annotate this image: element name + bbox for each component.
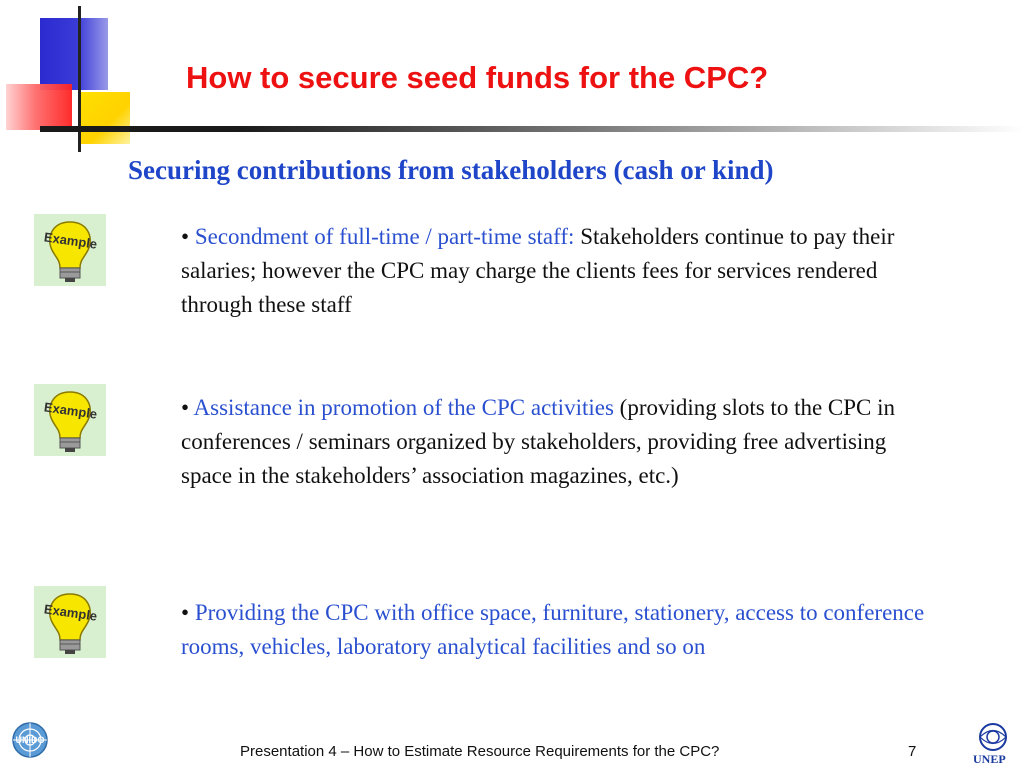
unido-logo-label: UNIDO <box>15 735 45 745</box>
un-emblem-icon <box>6 720 54 764</box>
decor-blue-square <box>40 18 108 90</box>
bullet-marker: • <box>181 600 195 625</box>
example-icon-label: Example <box>43 601 99 624</box>
slide-subtitle: Securing contributions from stakeholders (cash or kind) <box>128 155 774 185</box>
bullet-item <box>181 596 931 664</box>
lightbulb-example-icon <box>34 214 106 286</box>
bullet-highlight: Secondment of full-time / part-time staff: <box>194 224 581 249</box>
bullet-highlight: Assistance in promotion of the CPC activities <box>193 395 620 420</box>
page-number: 7 <box>908 743 917 760</box>
lightbulb-example-icon <box>34 384 106 456</box>
bullet-item <box>181 391 931 493</box>
lightbulb-example-icon <box>34 586 106 658</box>
bullet-marker: • <box>181 395 194 420</box>
bullet-text: (providing slots to the CPC in conferences / seminars organized by stakeholders, providing free advertising space in the stakeholders’ association magazines, etc.) <box>181 395 896 488</box>
bullet-item <box>181 220 931 322</box>
decor-horizontal-rule <box>40 126 1024 132</box>
example-icon-label: Example <box>43 399 99 422</box>
footer-text: Presentation 4 – How to Estimate Resource Requirements for the CPC? <box>240 743 720 760</box>
decor-red-square <box>6 84 72 130</box>
example-icon-label: Example <box>43 229 99 252</box>
bullet-marker: • <box>181 224 195 249</box>
bullet-text: Stakeholders continue to pay their salaries; however the CPC may charge the clients fees for services rendered through these staff <box>181 224 895 317</box>
slide-title: How to secure seed funds for the CPC? <box>186 60 769 95</box>
decor-yellow-square <box>78 92 130 144</box>
bullet-highlight: Providing the CPC with office space, furniture, stationery, access to conference rooms, vehicles, laboratory analytical facilities and so on <box>181 600 925 659</box>
unep-logo-label: UNEP <box>973 752 1006 766</box>
